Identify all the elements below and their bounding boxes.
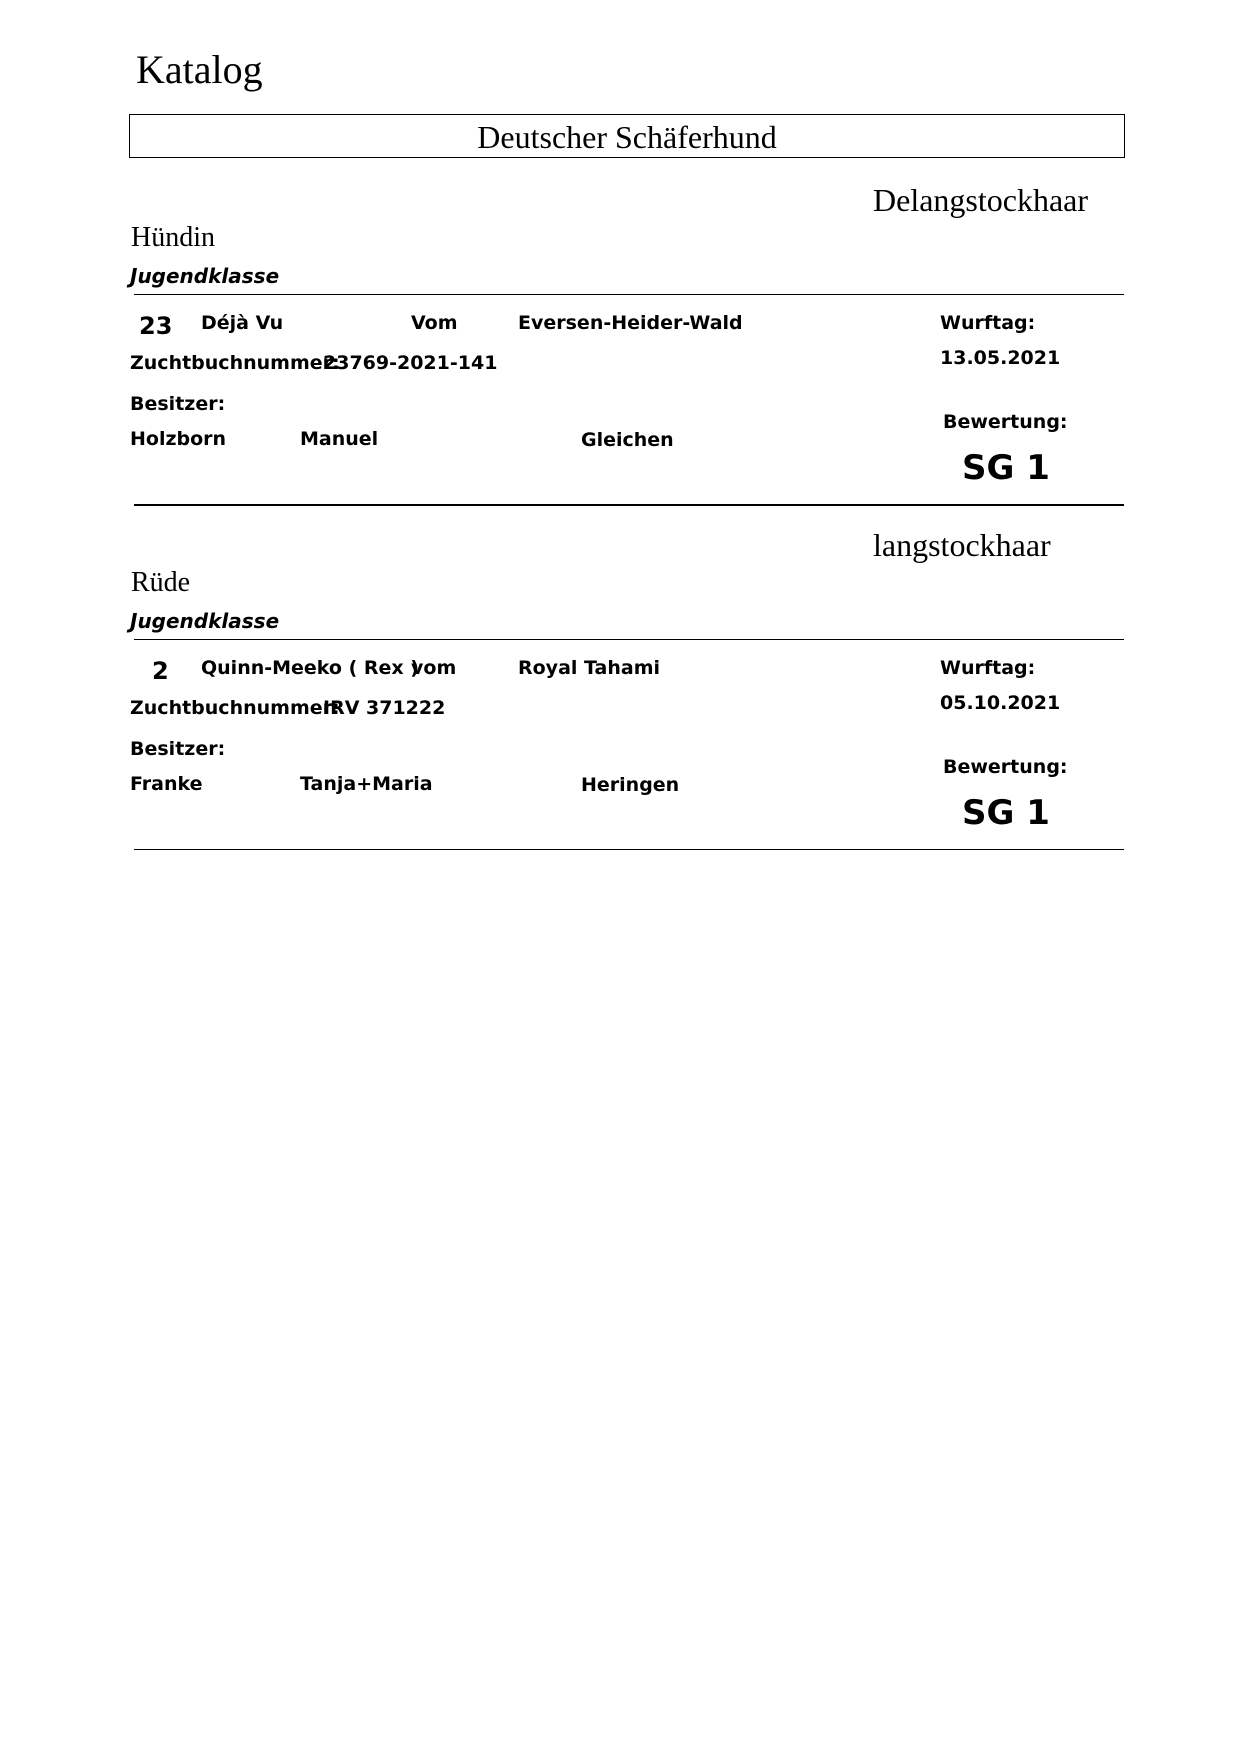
entry-divider: [134, 504, 1124, 506]
page-title: Katalog: [136, 47, 263, 92]
wurftag-label: Wurftag:: [940, 657, 1036, 679]
zuchtbuchnummer-value: IRV 371222: [323, 697, 446, 719]
bewertung-label: Bewertung:: [943, 411, 1068, 433]
owner-firstname: Tanja+Maria: [300, 773, 433, 795]
kennel-name: Royal Tahami: [518, 657, 661, 679]
wurftag-label: Wurftag:: [940, 312, 1036, 334]
rating-value: SG 1: [962, 448, 1050, 488]
sex-label: Hündin: [131, 222, 215, 253]
breed-name: Deutscher Schäferhund: [477, 119, 777, 155]
bewertung-label: Bewertung:: [943, 756, 1068, 778]
wurftag-value: 13.05.2021: [940, 347, 1061, 369]
besitzer-label: Besitzer:: [130, 738, 226, 760]
owner-city: Heringen: [581, 774, 680, 796]
vom-label: vom: [411, 657, 457, 679]
section-divider: [134, 639, 1124, 640]
dog-name: Déjà Vu: [201, 312, 284, 334]
entry-divider: [134, 849, 1124, 850]
class-label: Jugendklasse: [130, 609, 280, 633]
sex-label: Rüde: [131, 567, 191, 598]
variety-label: Delangstockhaar: [873, 182, 1089, 218]
besitzer-label: Besitzer:: [130, 393, 226, 415]
rating-value: SG 1: [962, 793, 1050, 833]
owner-city: Gleichen: [581, 429, 674, 451]
vom-label: Vom: [411, 312, 458, 334]
dog-name: Quinn-Meeko ( Rex ): [201, 657, 419, 679]
catalog-number: 23: [139, 312, 173, 340]
wurftag-value: 05.10.2021: [940, 692, 1061, 714]
catalog-number: 2: [152, 657, 169, 685]
section-divider: [134, 294, 1124, 295]
owner-lastname: Franke: [130, 773, 203, 795]
variety-label: langstockhaar: [873, 527, 1051, 563]
kennel-name: Eversen-Heider-Wald: [518, 312, 743, 334]
zuchtbuchnummer-value: 23769-2021-141: [323, 352, 498, 374]
zuchtbuchnummer-label: Zuchtbuchnummer:: [130, 697, 340, 719]
breed-header-box: [129, 114, 1125, 158]
owner-lastname: Holzborn: [130, 428, 227, 450]
zuchtbuchnummer-label: Zuchtbuchnummer:: [130, 352, 340, 374]
class-label: Jugendklasse: [130, 264, 280, 288]
owner-firstname: Manuel: [300, 428, 379, 450]
